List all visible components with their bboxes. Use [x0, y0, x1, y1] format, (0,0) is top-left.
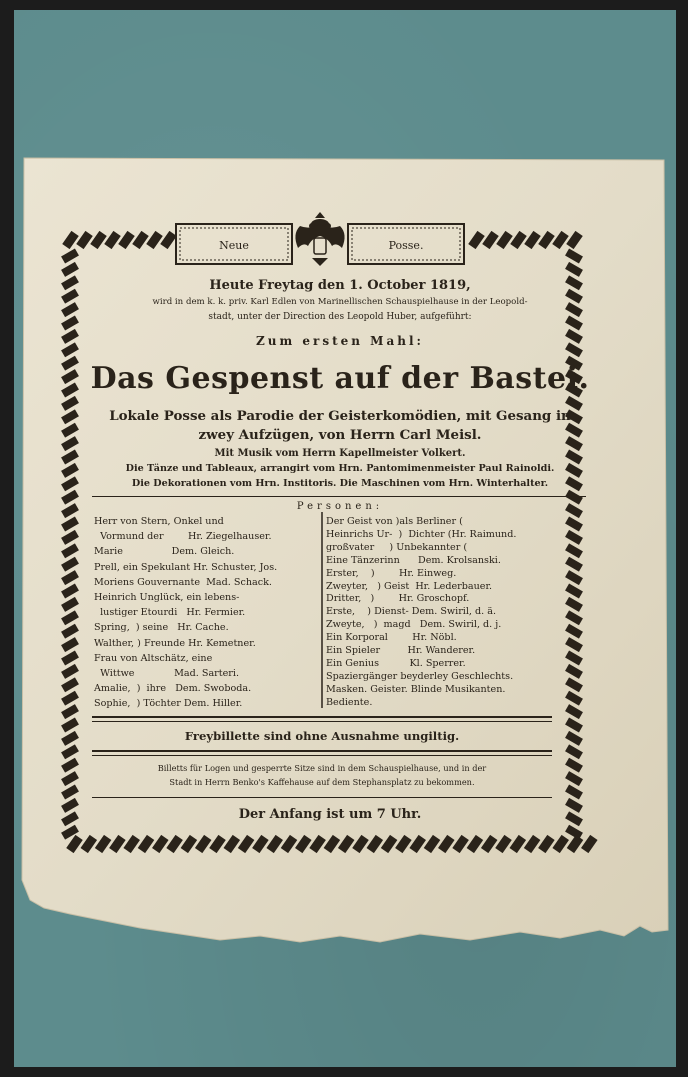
rule-below-notice: [92, 750, 552, 756]
play-title: Das Gespenst auf der Bastei.: [90, 361, 590, 396]
cast-entry: Prell, ein Spekulant Hr. Schuster, Jos.: [94, 561, 278, 573]
cast-entry: Sophie, ) Töchter Dem. Hiller.: [94, 698, 243, 710]
tickets-line-1: Billetts für Logen und gesperrte Sitze sind in dem Schauspielhause, und in der: [157, 763, 487, 773]
cast-entry: Herr von Stern, Onkel und: [94, 516, 224, 527]
cast-entry: Zweyte, ) magd Dem. Swiril, d. j.: [326, 619, 502, 631]
cast-entry: Eine Tänzerinn Dem. Krolsanski.: [326, 554, 501, 566]
header-left-label: Neue: [219, 239, 249, 252]
cast-entry: Erste, ) Dienst- Dem. Swiril, d. ä.: [326, 606, 497, 618]
intro-line-2: stadt, unter der Direction des Leopold Huber, aufgeführt:: [208, 312, 472, 322]
cast-entry: Amalie, ) ihre Dem. Swoboda.: [94, 683, 252, 695]
cast-entry: Moriens Gouvernante Mad. Schack.: [94, 576, 272, 588]
cast-heading: Personen:: [296, 501, 384, 512]
cast-entry: Vormund der Hr. Ziegelhauser.: [94, 531, 272, 543]
credit-music: Mit Musik vom Herrn Kapellmeister Volkert.: [214, 448, 466, 459]
cast-entry: Wittwe Mad. Sarteri.: [94, 668, 240, 679]
cast-entry: lustiger Etourdi Hr. Fermier.: [94, 607, 246, 619]
cast-entry: Der Geist von )als Berliner (: [326, 516, 463, 527]
cast-entry: Marie Dem. Gleich.: [94, 546, 235, 558]
cast-entry: Walther, ) Freunde Hr. Kemetner.: [94, 637, 256, 649]
cast-entry: Spring, ) seine Hr. Cache.: [94, 622, 229, 634]
cast-entry: großvater ) Unbekannter (: [326, 541, 468, 553]
cast-entry: Ein Korporal Hr. Nöbl.: [326, 632, 457, 644]
tickets-line-2: Stadt in Herrn Benko's Kaffehause auf dem Stephansplatz zu bekommen.: [169, 777, 475, 787]
date-line: Heute Freytag den 1. October 1819,: [209, 278, 471, 293]
credit-decorations: Die Dekorationen vom Hrn. Institoris. Die Maschinen vom Hrn. Winterhalter.: [131, 478, 549, 489]
cast-entry: Ein Spieler Hr. Wanderer.: [326, 645, 476, 656]
first-performance-label: Zum ersten Mahl:: [256, 334, 424, 348]
rule-above-cast: [92, 496, 586, 497]
cast-entry: Spaziergänger beyderley Geschlechts.: [326, 670, 514, 682]
cast-entry: Heinrich Unglück, ein lebens-: [94, 592, 240, 603]
header-right-label: Posse.: [388, 239, 424, 252]
rule-above-start: [92, 797, 552, 798]
credit-dances: Die Tänze und Tableaux, arrangirt vom Hrn. Pantomimenmeister Paul Rainoldi.: [125, 463, 555, 474]
rule-above-notice: [92, 716, 552, 722]
start-time: Der Anfang ist um 7 Uhr.: [238, 807, 422, 822]
cast-entry: Ein Genius Kl. Sperrer.: [326, 657, 466, 669]
cast-entry: Erster, ) Hr. Einweg.: [326, 567, 457, 579]
subtitle-line-2: zwey Aufzügen, von Herrn Carl Meisl.: [198, 427, 482, 443]
cast-entry: Masken. Geister. Blinde Musikanten.: [326, 683, 506, 695]
cast-entry: Frau von Altschätz, eine: [94, 652, 213, 664]
free-ticket-notice: Freybillette sind ohne Ausnahme ungiltig.: [184, 729, 460, 743]
subtitle-line-1: Lokale Posse als Parodie der Geisterkomödien, mit Gesang in: [109, 408, 571, 424]
cast-entry: Heinrichs Ur- ) Dichter (Hr. Raimund.: [326, 528, 517, 540]
intro-line-1: wird in dem k. k. priv. Karl Edlen von Marinellischen Schauspielhause in der Leopold-: [152, 297, 528, 307]
cast-entry: Dritter, ) Hr. Groschopf.: [326, 593, 470, 605]
cast-entry: Bediente.: [326, 696, 373, 708]
cast-entry: Zweyter, ) Geist Hr. Lederbauer.: [326, 580, 493, 592]
